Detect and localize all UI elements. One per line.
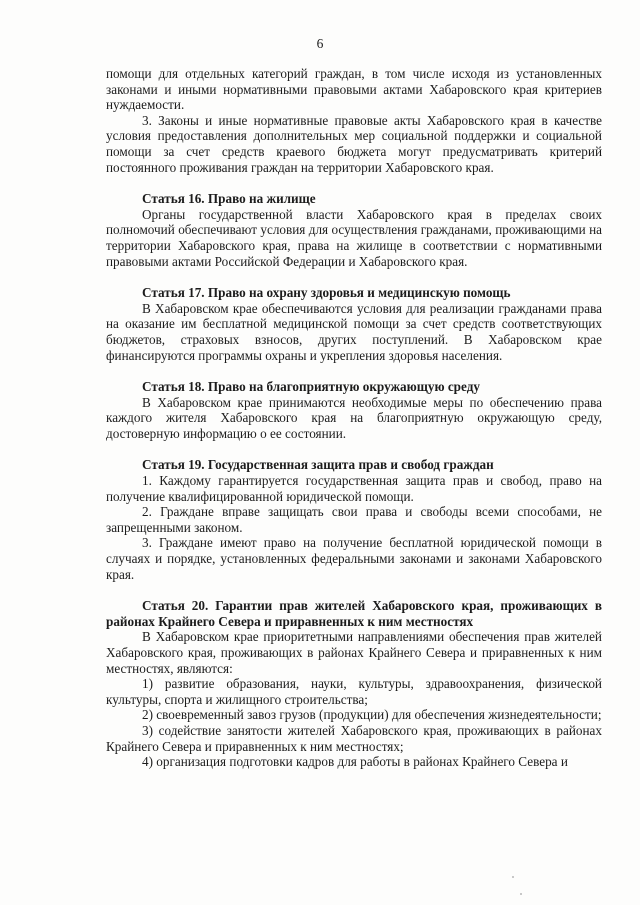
article-20-item-4: 4) организация подготовки кадров для работы в районах Крайнего Севера и bbox=[142, 754, 568, 770]
article-19-title: Статья 19. Государственная защита прав и свобод граждан bbox=[142, 457, 494, 473]
article-19-paragraph-2: 2. Граждане вправе защищать свои права и свободы всеми способами, не запрещенными законом. bbox=[106, 504, 602, 535]
article-19-paragraph-3: 3. Граждане имеют право на получение бесплатной юридической помощи в случаях и порядке, установленных федеральными законами и законами Хабаровского края. bbox=[106, 535, 602, 582]
article-16-paragraph: Органы государственной власти Хабаровского края в пределах своих полномочий обеспечивают условия для осуществления гражданами, проживающими на территории Хабаровского края, права на жилище в соответствии с нормативными правовыми актами Российской Федерации и Хабаровского края. bbox=[106, 206, 602, 269]
scan-speck bbox=[512, 876, 514, 878]
article-20-item-3: 3) содействие занятости жителей Хабаровского края, проживающих в районах Крайнего Севера и приравненных к ним местностях; bbox=[106, 722, 602, 754]
article-18-paragraph: В Хабаровском крае принимаются необходимые меры по обеспечению права каждого жителя Хабаровского края на благоприятную окружающую среду, достоверную информацию о ее состоянии. bbox=[106, 394, 602, 441]
article-20-item-1: 1) развитие образования, науки, культуры, здравоохранения, физической культуры, спорта и жилищного строительства; bbox=[106, 676, 602, 707]
intro-paragraph-3: 3. Законы и иные нормативные правовые акты Хабаровского края в качестве условия предоставления дополнительных мер социальной поддержки и социальной помощи за счет средств краевого бюджета могут предусматривать критерий постоянного проживания граждан на территории Хабаровского края. bbox=[106, 112, 602, 175]
article-19-paragraph-1: 1. Каждому гарантируется государственная защита прав и свобод, право на получение квалифицированной юридической помощи. bbox=[106, 473, 602, 504]
scan-speck bbox=[520, 893, 522, 895]
document-body bbox=[106, 66, 602, 770]
article-20-title: Статья 20. Гарантии прав жителей Хабаровского края, проживающих в районах Крайнего Севера и приравненных к ним местностях bbox=[106, 598, 602, 629]
article-20-item-2: 2) своевременный завоз грузов (продукции) для обеспечения жизнедеятельности; bbox=[142, 707, 602, 723]
page-number: 6 bbox=[316, 36, 324, 51]
intro-paragraph-continuation: помощи для отдельных категорий граждан, в том числе исходя из установленных законами и иными нормативными правовыми актами Хабаровского края критериев нуждаемости. bbox=[106, 66, 602, 113]
article-20-paragraph-intro: В Хабаровском крае приоритетными направлениями обеспечения прав жителей Хабаровского края, проживающих в районах Крайнего Севера и приравненных к ним местностях, являются: bbox=[106, 629, 602, 676]
article-18-title: Статья 18. Право на благоприятную окружающую среду bbox=[142, 379, 480, 395]
article-17-paragraph: В Хабаровском крае обеспечиваются условия для реализации гражданами права на оказание им бесплатной медицинской помощи за счет средств соответствующих бюджетов, страховых взносов, других поступлений. В Хабаровском крае финансируются программы охраны и укрепления здоровья населения. bbox=[106, 300, 602, 363]
article-17-title: Статья 17. Право на охрану здоровья и медицинскую помощь bbox=[142, 285, 511, 301]
article-16-title: Статья 16. Право на жилище bbox=[142, 191, 316, 207]
